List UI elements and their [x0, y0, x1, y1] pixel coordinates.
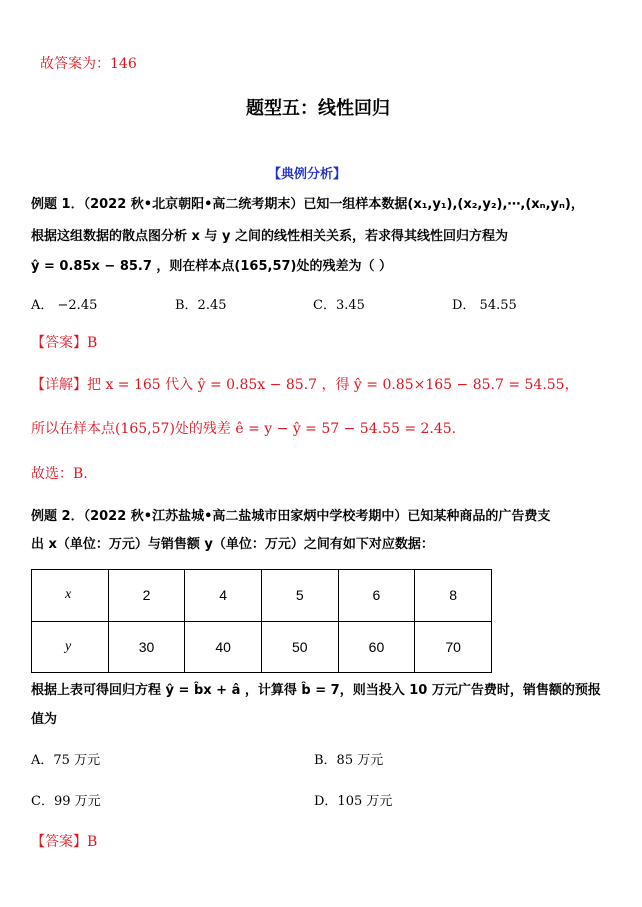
- example2-line3: 根据上表可得回归方程 ŷ = b̂x + â ，计算得 b̂ = 7，则当投入 10 万元广告费时，销售额的预报: [31, 683, 601, 698]
- example1-line3: ŷ = 0.85x − 85.7 ，则在样本点(165,57)处的残差为（ ）: [31, 259, 392, 274]
- table-cell: 8: [415, 570, 492, 622]
- table-cell: 40: [185, 621, 262, 673]
- data-table: [31, 569, 492, 673]
- table-cell: 50: [261, 621, 338, 673]
- section-title: 题型五：线性回归: [246, 98, 390, 119]
- example2-option-a: A．75 万元: [31, 753, 101, 768]
- example1-answer: 【答案】B: [31, 335, 98, 351]
- example2-answer: 【答案】B: [31, 834, 98, 850]
- previous-answer: 故答案为：146: [40, 56, 137, 72]
- table-cell: 2: [108, 570, 185, 622]
- table-cell: x: [32, 570, 109, 622]
- example1-option-d: D． 54.55: [452, 298, 517, 313]
- table-row-y: [32, 621, 492, 673]
- example1-line2: 根据这组数据的散点图分析 x 与 y 之间的线性相关关系，若求得其线性回归方程为: [31, 229, 508, 244]
- table-cell: y: [32, 621, 109, 673]
- example1-line1: 例题 1．（2022 秋•北京朝阳•高二统考期末）已知一组样本数据(x₁,y₁),(x₂,y₂),⋯,(xₙ,yₙ)，: [31, 197, 584, 212]
- example1-detail-line2: 所以在样本点(165,57)处的残差 ê = y − ŷ = 57 − 54.55 = 2.45.: [31, 421, 457, 437]
- example2-option-c: C．99 万元: [31, 794, 101, 809]
- example1-option-a: A． −2.45: [31, 298, 98, 313]
- example1-option-c: C．3.45: [313, 298, 365, 313]
- example2-option-d: D．105 万元: [314, 794, 393, 809]
- example1-detail-line1: 【详解】把 x = 165 代入 ŷ = 0.85x − 85.7 ，得 ŷ = 0.85×165 − 85.7 = 54.55，: [31, 377, 579, 393]
- table-cell: 70: [415, 621, 492, 673]
- table-cell: 4: [185, 570, 262, 622]
- table-cell: 5: [261, 570, 338, 622]
- table-row-x: [32, 570, 492, 622]
- table-cell: 30: [108, 621, 185, 673]
- table-cell: 60: [338, 621, 415, 673]
- subsection-heading: 【典例分析】: [268, 167, 347, 182]
- example2-option-b: B．85 万元: [314, 753, 384, 768]
- example2-line2: 出 x（单位：万元）与销售额 y（单位：万元）之间有如下对应数据：: [31, 537, 434, 552]
- table-cell: 6: [338, 570, 415, 622]
- example2-line4: 值为: [31, 712, 58, 727]
- example2-line1: 例题 2．（2022 秋•江苏盐城•高二盐城市田家炳中学校考期中）已知某种商品的广告费支: [31, 509, 551, 524]
- example1-option-b: B．2.45: [175, 298, 227, 313]
- example1-conclusion: 故选：B.: [31, 466, 88, 482]
